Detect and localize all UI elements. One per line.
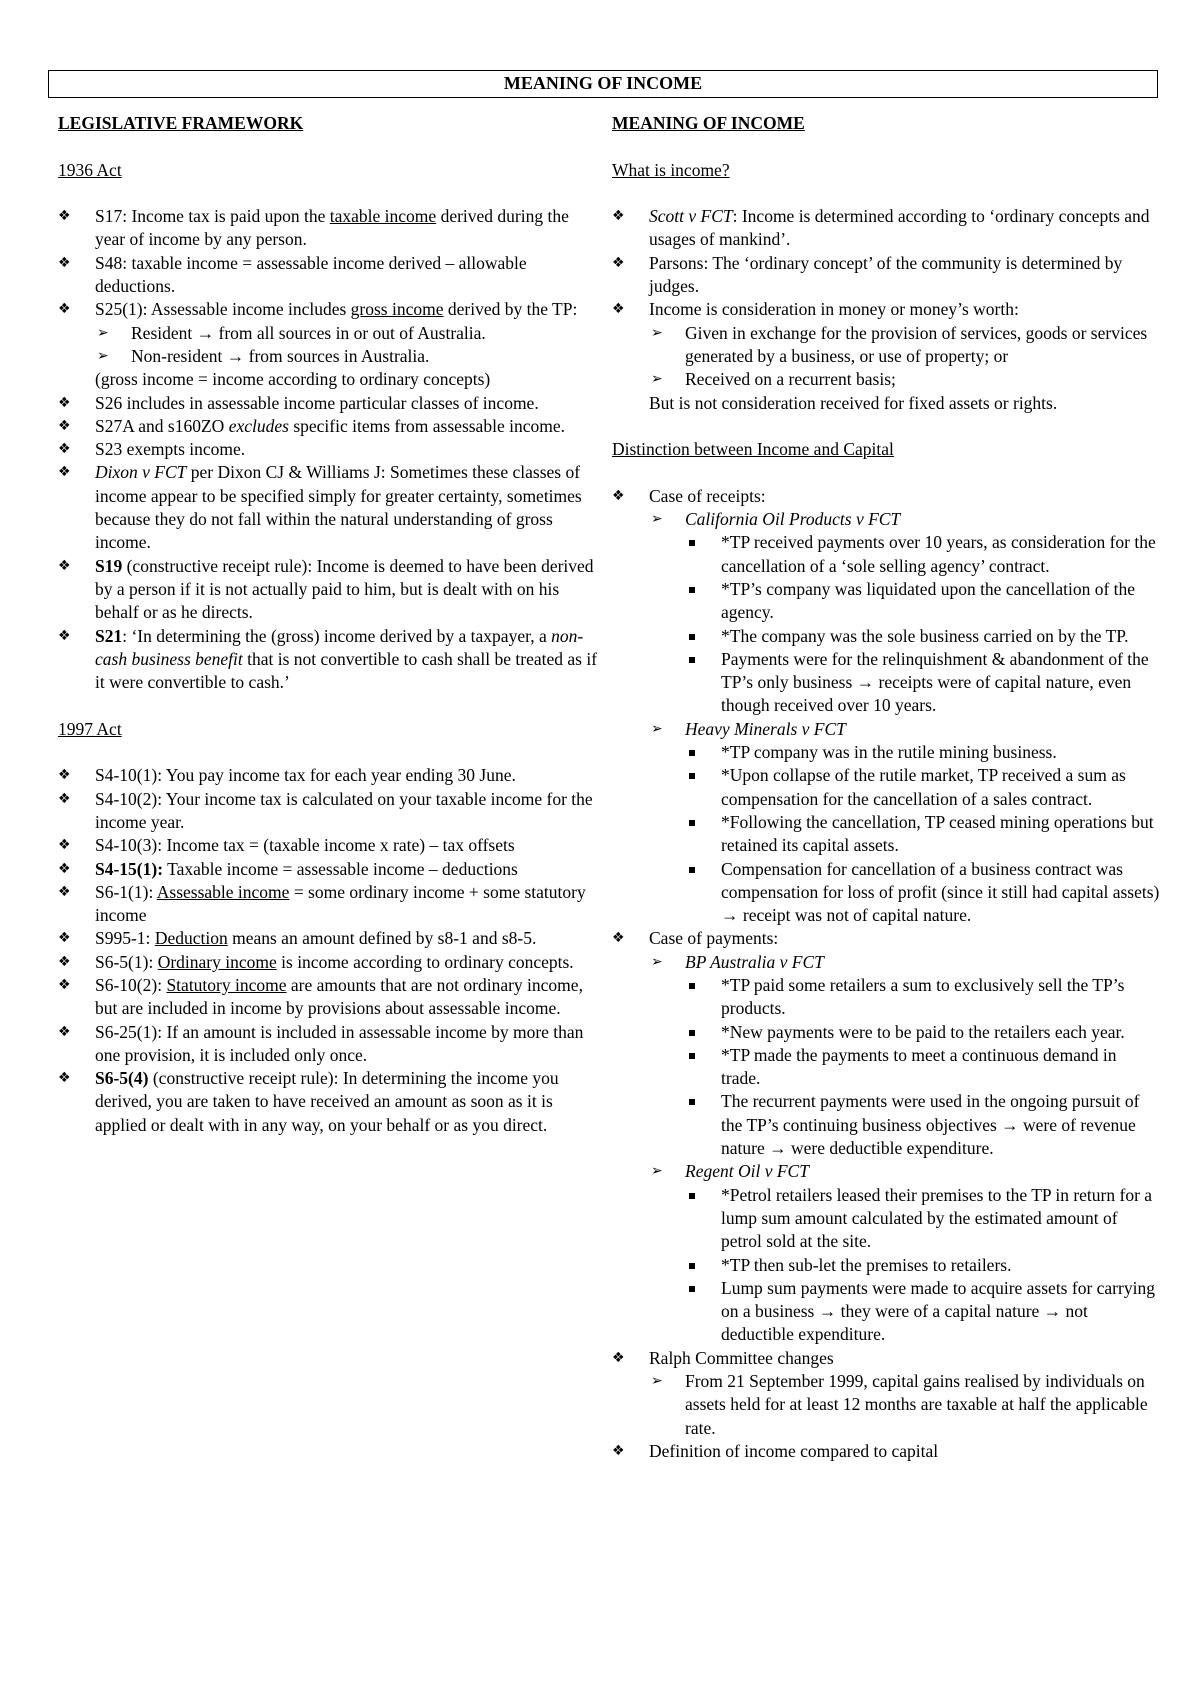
list-item: ❖ S25(1): Assessable income includes gross income derived by the TP: ➢ Resident → from all sources in or out of Australia. ➢ Non-resident → from sources in Australia. (gross income = income according to ordinary concepts) bbox=[58, 298, 603, 391]
distinction-heading: Distinction between Income and Capital bbox=[612, 439, 894, 460]
list-item: ❖ S6-10(2): Statutory income are amounts that are not ordinary income, but are included in income by provisions about assessable income. bbox=[58, 974, 583, 1019]
arrow-icon: → bbox=[1001, 1114, 1019, 1135]
list-item: ❖ S6-5(1): Ordinary income is income according to ordinary concepts. bbox=[58, 951, 603, 974]
act-1936-heading: 1936 Act bbox=[58, 159, 122, 180]
list-item: ❖ S4-15(1): Taxable income = assessable income – deductions bbox=[58, 858, 603, 881]
arrow-bullet-icon: ➢ bbox=[97, 324, 109, 341]
list-item: ❖ S48: taxable income = assessable income derived – allowable deductions. bbox=[58, 252, 527, 297]
square-bullet-icon bbox=[689, 750, 695, 756]
diamond-bullet-icon: ❖ bbox=[612, 1442, 625, 1459]
legislative-framework-heading: LEGISLATIVE FRAMEWORK bbox=[58, 113, 304, 133]
diamond-bullet-icon: ❖ bbox=[612, 930, 625, 947]
diamond-bullet-icon: ❖ bbox=[58, 837, 71, 854]
page-title: MEANING OF INCOME bbox=[48, 70, 1158, 98]
diamond-bullet-icon: ❖ bbox=[612, 208, 625, 225]
list-item: *Petrol retailers leased their premises to the TP in return for a lump sum amount calculated by the estimated amount of petrol sold at the site. bbox=[685, 1184, 1160, 1254]
list-item: ❖ S6-5(4) (constructive receipt rule): In determining the income you derived, you are taken to have received an amount as soon as it is applied or dealt with in any way, on your behalf or as you direct. bbox=[58, 1068, 559, 1135]
diamond-bullet-icon: ❖ bbox=[58, 441, 71, 458]
list-item: ❖ Definition of income compared to capital bbox=[612, 1440, 1160, 1463]
arrow-bullet-icon: ➢ bbox=[651, 953, 663, 970]
list-item: ❖ Scott v FCT: Income is determined according to ‘ordinary concepts and usages of mankind’. bbox=[612, 206, 1150, 250]
square-bullet-icon bbox=[689, 1030, 695, 1036]
diamond-bullet-icon: ❖ bbox=[58, 208, 71, 225]
arrow-bullet-icon: ➢ bbox=[651, 1373, 663, 1390]
list-item: ❖ Ralph Committee changes ➢ From 21 September 1999, capital gains realised by individuals on assets held for at least 12 months are taxable at half the applicable rate. bbox=[612, 1347, 1160, 1440]
diamond-bullet-icon: ❖ bbox=[58, 417, 71, 434]
list-item: *TP received payments over 10 years, as consideration for the cancellation of a ‘sole selling agency’ contract. bbox=[685, 531, 1160, 578]
list-item: *The company was the sole business carried on by the TP. bbox=[685, 625, 1160, 648]
diamond-bullet-icon: ❖ bbox=[612, 487, 625, 504]
diamond-bullet-icon: ❖ bbox=[58, 464, 71, 481]
diamond-bullet-icon: ❖ bbox=[58, 394, 71, 411]
list-item: ❖ S27A and s160ZO excludes specific items from assessable income. bbox=[58, 415, 603, 438]
list-item: ➢ Regent Oil v FCT *Petrol retailers leased their premises to the TP in return for a lump sum amount calculated by the estimated amount of petrol sold at the site. *TP then sub-let the premises to retailers. Lump sum payments were made to acquire assets for carrying on a business → they were of a capital nature → not deductible expenditure. bbox=[649, 1160, 1160, 1346]
square-bullet-icon bbox=[689, 867, 695, 873]
list-item: ➢ Heavy Minerals v FCT *TP company was in the rutile mining business. *Upon collapse of the rutile market, TP received a sum as compensation for the cancellation of a sales contract. *Following the cancellation, TP ceased mining operations but retained its capital assets. Compensation for cancellation of a business contract was compensation for loss of profit (since it still had capital assets) → receipt was not of capital nature. bbox=[649, 718, 1160, 928]
meaning-of-income-heading: MEANING OF INCOME bbox=[612, 113, 805, 133]
list-item: Compensation for cancellation of a business contract was compensation for loss of profit (since it still had capital assets) → receipt was not of capital nature. bbox=[685, 858, 1160, 928]
arrow-bullet-icon: ➢ bbox=[97, 347, 109, 364]
distinction-list bbox=[612, 485, 1160, 1463]
square-bullet-icon bbox=[689, 634, 695, 640]
list-item: ➢ BP Australia v FCT *TP paid some retailers a sum to exclusively sell the TP’s products. *New payments were to be paid to the retailers each year. *TP made the payments to meet a continuous demand in trade. The recurrent payments were used in the ongoing pursuit of the TP’s continuing business objectives → were of revenue nature → were deductible expenditure. bbox=[649, 951, 1160, 1161]
square-bullet-icon bbox=[689, 1193, 695, 1199]
list-item: ❖ S19 (constructive receipt rule): Income is deemed to have been derived by a person if it is not actually paid to him, but is dealt with on his behalf or as he directs. bbox=[58, 555, 594, 623]
list-item: ❖ S4-10(2): Your income tax is calculated on your taxable income for the income year. bbox=[58, 788, 593, 832]
list-item: *TP paid some retailers a sum to exclusively sell the TP’s products. bbox=[685, 974, 1160, 1021]
list-item: ➢ California Oil Products v FCT *TP received payments over 10 years, as consideration for the cancellation of a ‘sole selling agency’ contract. *TP’s company was liquidated upon the cancellation of the agency. *The company was the sole business carried on by the TP. Payments were for the relinquishment & abandonment of the TP’s only business → receipts were of capital nature, even though received over 10 years. bbox=[649, 508, 1160, 718]
list-item: ❖ S17: Income tax is paid upon the taxable income derived during the year of income by any person. bbox=[58, 206, 569, 250]
what-is-income-list bbox=[612, 205, 1160, 415]
diamond-bullet-icon: ❖ bbox=[612, 254, 625, 271]
diamond-bullet-icon: ❖ bbox=[58, 1070, 71, 1087]
square-bullet-icon bbox=[689, 1053, 695, 1059]
square-bullet-icon bbox=[689, 983, 695, 989]
list-item: *TP then sub-let the premises to retailers. bbox=[685, 1254, 1160, 1277]
list-item: ❖ Parsons: The ‘ordinary concept’ of the community is determined by judges. bbox=[612, 252, 1123, 297]
list-item: ❖ S26 includes in assessable income particular classes of income. bbox=[58, 392, 603, 415]
square-bullet-icon bbox=[689, 657, 695, 663]
arrow-icon: → bbox=[818, 1301, 837, 1322]
square-bullet-icon bbox=[689, 1286, 695, 1292]
list-item: ❖ Case of payments: ➢ BP Australia v FCT *TP paid some retailers a sum to exclusively sell the TP’s products. *New payments were to be paid to the retailers each year. *TP made the payments to meet a continuous demand in trade. The recurrent payments were used in the ongoing pursuit of the TP’s continuing business objectives → were of revenue nature → were deductible expenditure. ➢ Regent Oil v FCT *Petrol retailers leased their premises to the TP in return for a lump sum amount calculated by the estimated amount of petrol sold at the site. *TP then sub-let the premises to retailers. Lump sum payments were made to acquire assets for carrying on a business → they were of a capital nature → not deductible expenditure. bbox=[612, 927, 1160, 1346]
list-item: *Following the cancellation, TP ceased mining operations but retained its capital assets. bbox=[685, 811, 1160, 858]
left-column bbox=[58, 112, 603, 1137]
list-item: ❖ S23 exempts income. bbox=[58, 438, 603, 461]
arrow-bullet-icon: ➢ bbox=[651, 324, 663, 341]
list-item: ❖ S995-1: Deduction means an amount defined by s8-1 and s8-5. bbox=[58, 927, 603, 950]
list-item: ❖ S6-25(1): If an amount is included in assessable income by more than one provision, it is included only once. bbox=[58, 1021, 584, 1065]
list-item: ❖ S4-10(3): Income tax = (taxable income x rate) – tax offsets bbox=[58, 834, 603, 857]
arrow-bullet-icon: ➢ bbox=[651, 371, 663, 388]
arrow-icon: → bbox=[721, 905, 739, 926]
arrow-bullet-icon: ➢ bbox=[651, 511, 663, 528]
square-bullet-icon bbox=[689, 773, 695, 779]
diamond-bullet-icon: ❖ bbox=[58, 254, 71, 271]
act-1936-list bbox=[58, 205, 603, 694]
list-item: ❖ Dixon v FCT per Dixon CJ & Williams J: Sometimes these classes of income appear to be specified simply for greater certainty, sometimes because they do not fall within the natural understanding of gross income. bbox=[58, 462, 582, 553]
arrow-icon: → bbox=[856, 672, 875, 693]
arrow-icon: → bbox=[226, 345, 245, 366]
diamond-bullet-icon: ❖ bbox=[612, 301, 625, 318]
arrow-bullet-icon: ➢ bbox=[651, 720, 663, 737]
diamond-bullet-icon: ❖ bbox=[58, 627, 71, 644]
diamond-bullet-icon: ❖ bbox=[58, 557, 71, 574]
diamond-bullet-icon: ❖ bbox=[58, 790, 71, 807]
list-item: ❖ Income is consideration in money or money’s worth: ➢ Given in exchange for the provision of services, goods or services generated by a business, or use of property; or ➢ Received on a recurrent basis; But is not consideration received for fixed assets or rights. bbox=[612, 298, 1160, 414]
list-item: Payments were for the relinquishment & abandonment of the TP’s only business → receipts were of capital nature, even though received over 10 years. bbox=[685, 648, 1160, 718]
list-item: ➢ From 21 September 1999, capital gains realised by individuals on assets held for at least 12 months are taxable at half the applicable rate. bbox=[651, 1371, 1148, 1438]
list-item: The recurrent payments were used in the ongoing pursuit of the TP’s continuing business objectives → were of revenue nature → were deductible expenditure. bbox=[685, 1090, 1160, 1160]
diamond-bullet-icon: ❖ bbox=[58, 301, 71, 318]
arrow-icon: → bbox=[769, 1138, 787, 1159]
list-item: Lump sum payments were made to acquire assets for carrying on a business → they were of a capital nature → not deductible expenditure. bbox=[685, 1277, 1160, 1347]
list-item: *Upon collapse of the rutile market, TP received a sum as compensation for the cancellation of a sales contract. bbox=[685, 764, 1160, 811]
diamond-bullet-icon: ❖ bbox=[612, 1349, 625, 1366]
square-bullet-icon bbox=[689, 540, 695, 546]
diamond-bullet-icon: ❖ bbox=[58, 953, 71, 970]
arrow-icon: → bbox=[196, 322, 215, 343]
list-item: *New payments were to be paid to the retailers each year. bbox=[685, 1021, 1160, 1044]
diamond-bullet-icon: ❖ bbox=[58, 767, 71, 784]
list-item: *TP’s company was liquidated upon the cancellation of the agency. bbox=[685, 578, 1160, 625]
list-item: ❖ S21: ‘In determining the (gross) income derived by a taxpayer, a non-cash business benefit that is not convertible to cash shall be treated as if it were convertible to cash.’ bbox=[58, 625, 598, 693]
list-item: ➢ Non-resident → from sources in Australia. bbox=[95, 345, 603, 368]
act-1997-heading: 1997 Act bbox=[58, 718, 122, 739]
diamond-bullet-icon: ❖ bbox=[58, 883, 71, 900]
square-bullet-icon bbox=[689, 1263, 695, 1269]
square-bullet-icon bbox=[689, 820, 695, 826]
diamond-bullet-icon: ❖ bbox=[58, 930, 71, 947]
list-item: ❖ S4-10(1): You pay income tax for each year ending 30 June. bbox=[58, 764, 603, 787]
diamond-bullet-icon: ❖ bbox=[58, 1023, 71, 1040]
list-item: ➢ Received on a recurrent basis; bbox=[649, 368, 1160, 391]
right-column bbox=[612, 112, 1160, 1463]
square-bullet-icon bbox=[689, 587, 695, 593]
arrow-icon: → bbox=[1043, 1301, 1062, 1322]
list-item: ❖ Case of receipts: ➢ California Oil Products v FCT *TP received payments over 10 years, as consideration for the cancellation of a ‘sole selling agency’ contract. *TP’s company was liquidated upon the cancellation of the agency. *The company was the sole business carried on by the TP. Payments were for the relinquishment & abandonment of the TP’s only business → receipts were of capital nature, even though received over 10 years. ➢ Heavy Minerals v FCT *TP company was in the rutile mining business. *Upon collapse of the rutile market, TP received a sum as compensation for the cancellation of a sales contract. *Following the cancellation, TP ceased mining operations but retained its capital assets. Compensation for cancellation of a business contract was compensation for loss of profit (since it still had capital assets) → receipt was not of capital nature. bbox=[612, 485, 1160, 928]
list-item: ➢ Given in exchange for the provision of services, goods or services generated by a business, or use of property; or bbox=[651, 322, 1148, 366]
list-item: ❖ S6-1(1): Assessable income = some ordinary income + some statutory income bbox=[58, 881, 586, 926]
act-1997-list bbox=[58, 764, 603, 1137]
square-bullet-icon bbox=[689, 1099, 695, 1105]
diamond-bullet-icon: ❖ bbox=[58, 976, 71, 993]
list-item: *TP company was in the rutile mining business. bbox=[685, 741, 1160, 764]
arrow-bullet-icon: ➢ bbox=[651, 1163, 663, 1180]
what-is-income-heading: What is income? bbox=[612, 159, 730, 180]
diamond-bullet-icon: ❖ bbox=[58, 860, 71, 877]
list-item: *TP made the payments to meet a continuous demand in trade. bbox=[685, 1044, 1160, 1091]
list-item: ➢ Resident → from all sources in or out of Australia. bbox=[95, 322, 603, 345]
